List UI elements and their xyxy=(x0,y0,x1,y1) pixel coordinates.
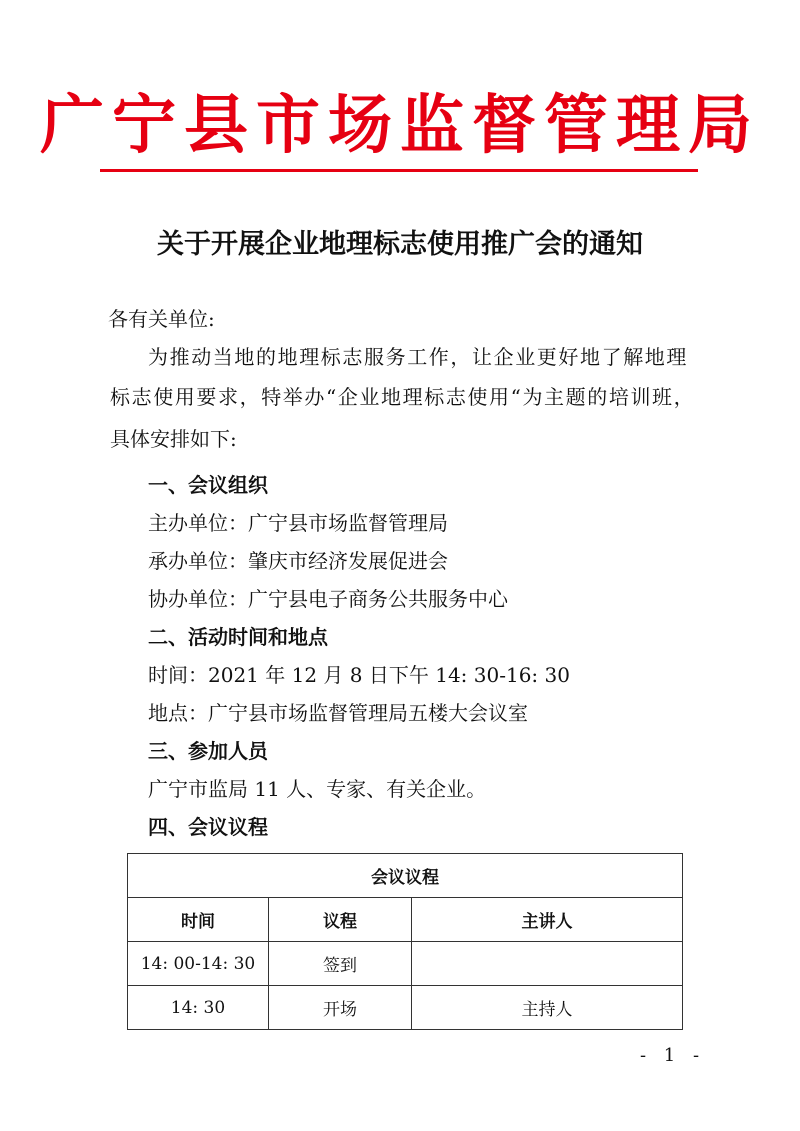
intro-line-1: 为推动当地的地理标志服务工作，让企业更好地了解地理 xyxy=(148,345,688,369)
event-place: 地点：广宁县市场监督管理局五楼大会议室 xyxy=(148,701,528,725)
co-organizer-unit: 协办单位：广宁县电子商务公共服务中心 xyxy=(148,587,508,611)
masthead-title: 广宁县市场监督管理局 xyxy=(40,88,760,163)
event-time: 时间：2021 年 12 月 8 日下午 14: 30-16: 30 xyxy=(148,663,570,687)
section-heading-agenda: 四、会议议程 xyxy=(148,815,268,839)
intro-line-3: 具体安排如下: xyxy=(110,427,237,451)
intro-line-2: 标志使用要求，特举办“企业地理标志使用“为主题的培训班， xyxy=(110,385,696,409)
document-title: 关于开展企业地理标志使用推广会的通知 xyxy=(157,229,643,260)
agenda-header-row xyxy=(128,898,683,942)
agenda-header-speaker: 主讲人 xyxy=(412,898,683,942)
agenda-cell-speaker xyxy=(412,942,683,986)
table-row xyxy=(128,986,683,1030)
salutation: 各有关单位: xyxy=(108,307,215,331)
red-divider xyxy=(100,169,698,172)
section-heading-attendees: 三、参加人员 xyxy=(148,739,268,763)
host-unit: 主办单位：广宁县市场监督管理局 xyxy=(148,511,448,535)
agenda-cell-item: 签到 xyxy=(269,942,412,986)
agenda-caption-row xyxy=(128,854,683,898)
agenda-table xyxy=(127,853,683,1030)
agenda-header-item: 议程 xyxy=(269,898,412,942)
page-number: - 1 - xyxy=(640,1045,706,1066)
agenda-header-time: 时间 xyxy=(128,898,269,942)
table-row xyxy=(128,942,683,986)
agenda-cell-time: 14: 30 xyxy=(128,986,269,1030)
agenda-cell-item: 开场 xyxy=(269,986,412,1030)
section-heading-organization: 一、会议组织 xyxy=(148,473,268,497)
agenda-cell-time: 14: 00-14: 30 xyxy=(128,942,269,986)
agenda-caption: 会议议程 xyxy=(128,854,683,898)
agenda-cell-speaker: 主持人 xyxy=(412,986,683,1030)
attendees-text: 广宁市监局 11 人、专家、有关企业。 xyxy=(148,777,487,801)
organizer-unit: 承办单位：肇庆市经济发展促进会 xyxy=(148,549,448,573)
section-heading-time-place: 二、活动时间和地点 xyxy=(148,625,328,649)
